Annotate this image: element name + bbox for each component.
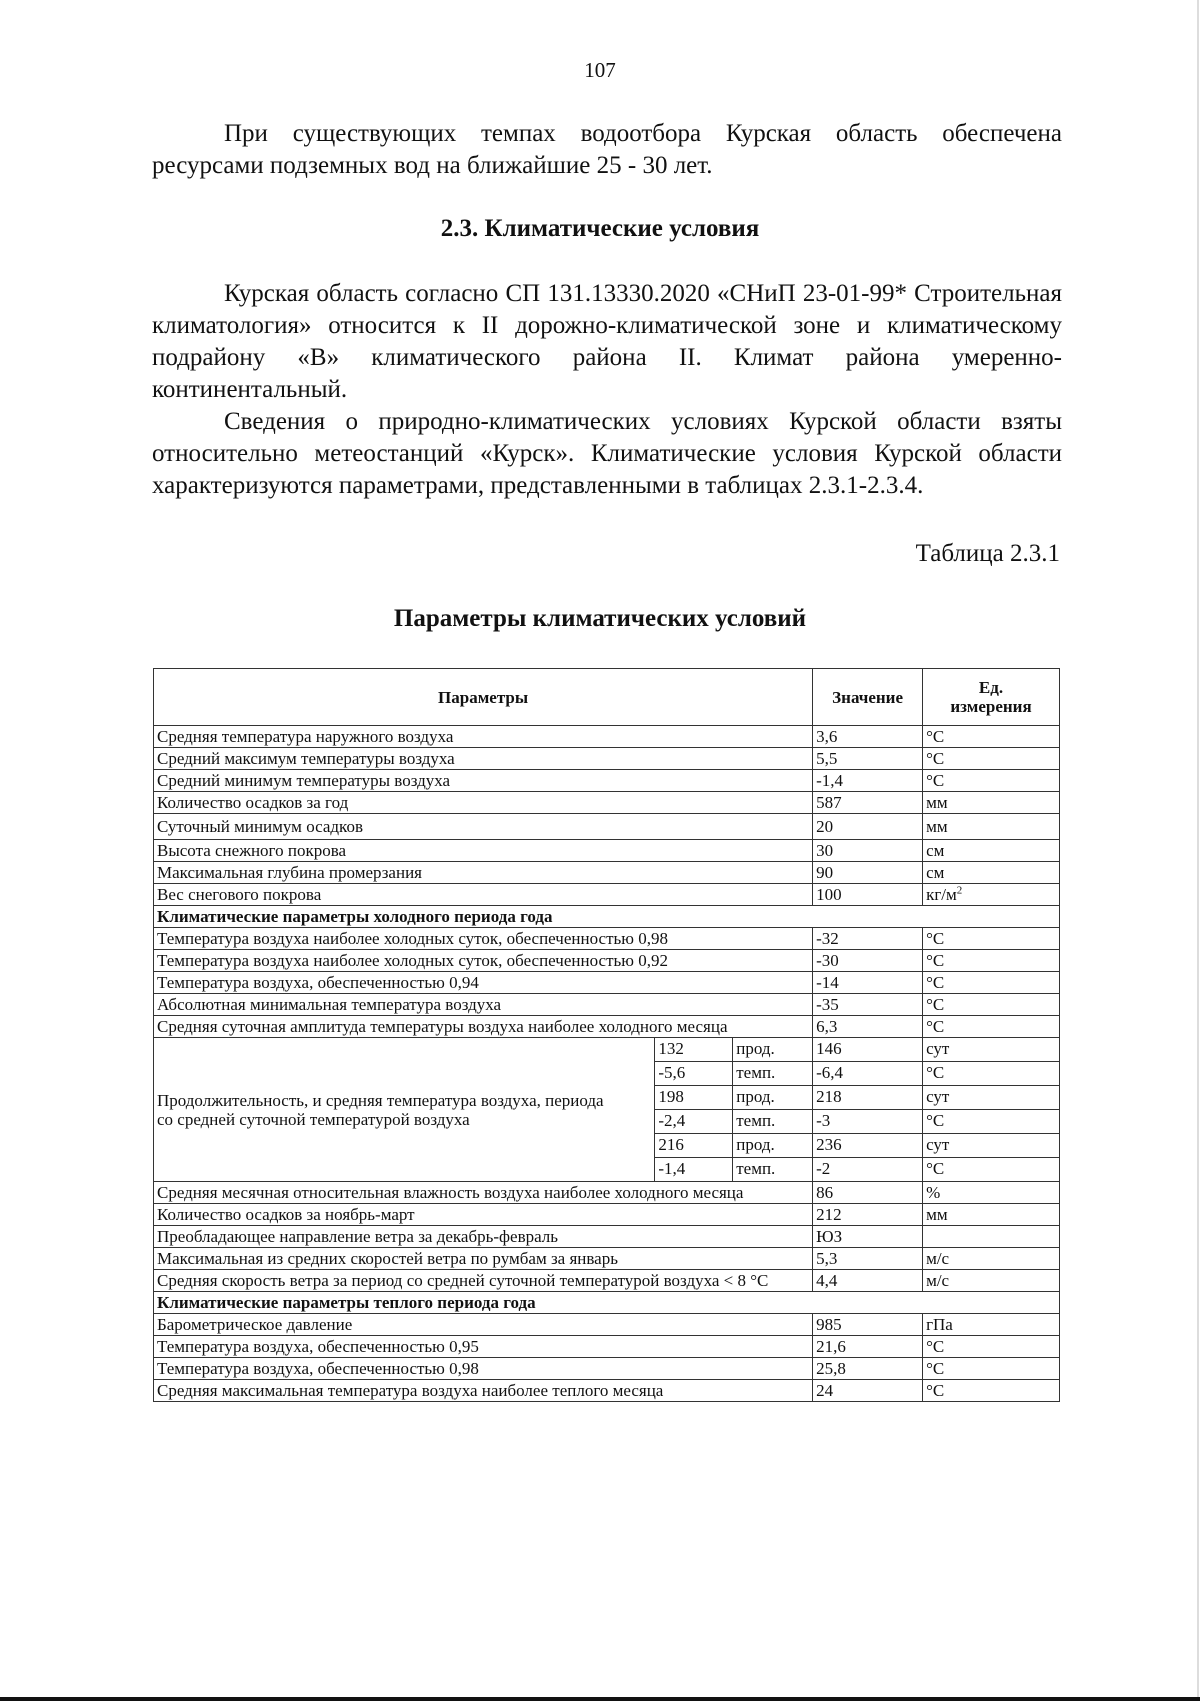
row-param: Средняя максимальная температура воздуха наиболее теплого месяца xyxy=(154,1380,813,1402)
row-value: 212 xyxy=(813,1204,923,1226)
table-row xyxy=(154,1016,1060,1038)
duration-value: -2 xyxy=(813,1158,923,1182)
row-param: Барометрическое давление xyxy=(154,1314,813,1336)
row-unit xyxy=(923,1226,1060,1248)
climate-paragraph-1-text: Курская область согласно СП 131.13330.2020 «СНиП 23-01-99* Строительная климатология» относится к II дорожно-климатической зоне и климатическому подрайону «В» климатического района II. Климат района умеренно-континентальный. xyxy=(152,280,1062,403)
table-row xyxy=(154,792,1060,814)
row-param: Температура воздуха, обеспеченностью 0,95 xyxy=(154,1336,813,1358)
row-param: Максимальная глубина промерзания xyxy=(154,862,813,884)
row-unit: мм xyxy=(923,1204,1060,1226)
row-param: Суточный минимум осадков xyxy=(154,814,813,840)
row-value: 985 xyxy=(813,1314,923,1336)
row-unit: мм xyxy=(923,814,1060,840)
table-row xyxy=(154,1270,1060,1292)
climate-paragraph-2 xyxy=(152,406,1062,502)
duration-unit: сут xyxy=(923,1086,1060,1110)
row-value: ЮЗ xyxy=(813,1226,923,1248)
duration-unit: °С xyxy=(923,1110,1060,1134)
table-row xyxy=(154,840,1060,862)
duration-unit: сут xyxy=(923,1134,1060,1158)
duration-kind: прод. xyxy=(733,1086,813,1110)
row-value: -30 xyxy=(813,950,923,972)
table-row xyxy=(154,950,1060,972)
duration-threshold: -5,6 xyxy=(655,1062,733,1086)
row-value: 20 xyxy=(813,814,923,840)
table-row xyxy=(154,1248,1060,1270)
duration-value: 218 xyxy=(813,1086,923,1110)
climate-parameters-table xyxy=(153,668,1060,1402)
table-row xyxy=(154,726,1060,748)
duration-value: -3 xyxy=(813,1110,923,1134)
scan-bottom-border xyxy=(0,1697,1200,1701)
table-caption: Таблица 2.3.1 xyxy=(915,540,1060,567)
table-row xyxy=(154,1226,1060,1248)
duration-threshold: -2,4 xyxy=(655,1110,733,1134)
row-param: Высота снежного покрова xyxy=(154,840,813,862)
row-param: Преобладающее направление ветра за декабрь-февраль xyxy=(154,1226,813,1248)
row-unit: °С xyxy=(923,1016,1060,1038)
page-number: 107 xyxy=(584,58,616,82)
header-unit-line2: измерения xyxy=(950,697,1032,716)
row-value: -14 xyxy=(813,972,923,994)
duration-threshold: 198 xyxy=(655,1086,733,1110)
row-unit: °С xyxy=(923,726,1060,748)
table-body xyxy=(154,726,1060,1402)
table-row xyxy=(154,884,1060,906)
table-row xyxy=(154,1182,1060,1204)
row-unit: °С xyxy=(923,770,1060,792)
row-unit xyxy=(923,884,1060,906)
table-row xyxy=(154,1380,1060,1402)
table-row xyxy=(154,994,1060,1016)
scan-edge xyxy=(1197,0,1199,1701)
duration-threshold: 216 xyxy=(655,1134,733,1158)
row-value: 4,4 xyxy=(813,1270,923,1292)
table-row xyxy=(154,770,1060,792)
duration-value: 146 xyxy=(813,1038,923,1062)
header-unit xyxy=(923,669,1060,726)
header-value: Значение xyxy=(813,669,923,726)
section-row-cold xyxy=(154,906,1060,928)
row-param: Средний максимум температуры воздуха xyxy=(154,748,813,770)
row-unit: °С xyxy=(923,1358,1060,1380)
row-value: 100 xyxy=(813,884,923,906)
duration-value: 236 xyxy=(813,1134,923,1158)
table-row xyxy=(154,1204,1060,1226)
climate-paragraph-2-text: Сведения о природно-климатических условиях Курской области взяты относительно метеостанций «Курск». Климатические условия Курской области характеризуются параметрами, представленными в таблицах 2.3.1-2.3.4. xyxy=(152,408,1062,499)
row-unit: °С xyxy=(923,972,1060,994)
duration-unit: сут xyxy=(923,1038,1060,1062)
duration-unit: °С xyxy=(923,1158,1060,1182)
row-unit: % xyxy=(923,1182,1060,1204)
table-row xyxy=(154,862,1060,884)
row-param: Количество осадков за год xyxy=(154,792,813,814)
duration-kind: прод. xyxy=(733,1038,813,1062)
row-param: Абсолютная минимальная температура воздуха xyxy=(154,994,813,1016)
duration-param: Продолжительность, и средняя температура воздуха, периода со средней суточной температурой воздуха xyxy=(154,1038,655,1182)
duration-threshold: -1,4 xyxy=(655,1158,733,1182)
row-unit: °С xyxy=(923,950,1060,972)
row-unit: см xyxy=(923,862,1060,884)
row-unit: см xyxy=(923,840,1060,862)
row-value: 30 xyxy=(813,840,923,862)
row-unit: гПа xyxy=(923,1314,1060,1336)
row-value: 90 xyxy=(813,862,923,884)
row-value: 21,6 xyxy=(813,1336,923,1358)
row-value: 587 xyxy=(813,792,923,814)
row-param: Средний минимум температуры воздуха xyxy=(154,770,813,792)
row-value: 86 xyxy=(813,1182,923,1204)
row-param: Средняя месячная относительная влажность воздуха наиболее холодного месяца xyxy=(154,1182,813,1204)
table-row xyxy=(154,1358,1060,1380)
climate-paragraph-1 xyxy=(152,278,1062,406)
duration-unit: °С xyxy=(923,1062,1060,1086)
row-value: 5,5 xyxy=(813,748,923,770)
row-value: -32 xyxy=(813,928,923,950)
row-param: Количество осадков за ноябрь-март xyxy=(154,1204,813,1226)
row-unit-text: кг/м xyxy=(926,885,957,904)
row-unit: м/с xyxy=(923,1248,1060,1270)
row-value: 25,8 xyxy=(813,1358,923,1380)
climate-description xyxy=(152,278,1062,502)
row-value: -1,4 xyxy=(813,770,923,792)
intro-paragraph xyxy=(152,118,1062,182)
section-title-warm: Климатические параметры теплого периода года xyxy=(154,1292,1060,1314)
duration-threshold: 132 xyxy=(655,1038,733,1062)
duration-kind: темп. xyxy=(733,1158,813,1182)
duration-kind: темп. xyxy=(733,1062,813,1086)
table-row xyxy=(154,972,1060,994)
section-row-warm xyxy=(154,1292,1060,1314)
row-param: Средняя температура наружного воздуха xyxy=(154,726,813,748)
header-parameters: Параметры xyxy=(154,669,813,726)
table-row xyxy=(154,1314,1060,1336)
row-unit: °С xyxy=(923,928,1060,950)
row-value: 3,6 xyxy=(813,726,923,748)
row-unit: м/с xyxy=(923,1270,1060,1292)
row-param: Средняя скорость ветра за период со средней суточной температурой воздуха < 8 °С xyxy=(154,1270,813,1292)
row-unit: °С xyxy=(923,748,1060,770)
row-value: -35 xyxy=(813,994,923,1016)
duration-kind: темп. xyxy=(733,1110,813,1134)
table-row xyxy=(154,1336,1060,1358)
section-title-cold: Климатические параметры холодного периода года xyxy=(154,906,1060,928)
table-row xyxy=(154,748,1060,770)
row-unit: мм xyxy=(923,792,1060,814)
row-param: Температура воздуха, обеспеченностью 0,98 xyxy=(154,1358,813,1380)
table-title: Параметры климатических условий xyxy=(393,605,807,632)
row-value: 6,3 xyxy=(813,1016,923,1038)
header-unit-line1: Ед. xyxy=(978,678,1004,697)
row-param: Максимальная из средних скоростей ветра по румбам за январь xyxy=(154,1248,813,1270)
row-unit-superscript: 2 xyxy=(956,884,963,897)
table-row xyxy=(154,814,1060,840)
row-unit: °С xyxy=(923,994,1060,1016)
row-unit: °С xyxy=(923,1336,1060,1358)
duration-value: -6,4 xyxy=(813,1062,923,1086)
intro-paragraph-text: При существующих темпах водоотбора Курская область обеспечена ресурсами подземных вод на ближайшие 25 - 30 лет. xyxy=(152,120,1062,179)
row-param: Вес снегового покрова xyxy=(154,884,813,906)
row-param: Средняя суточная амплитуда температуры воздуха наиболее холодного месяца xyxy=(154,1016,813,1038)
duration-kind: прод. xyxy=(733,1134,813,1158)
section-heading: 2.3. Климатические условия xyxy=(440,215,760,242)
row-param: Температура воздуха наиболее холодных суток, обеспеченностью 0,98 xyxy=(154,928,813,950)
row-param: Температура воздуха, обеспеченностью 0,94 xyxy=(154,972,813,994)
row-param: Температура воздуха наиболее холодных суток, обеспеченностью 0,92 xyxy=(154,950,813,972)
duration-row xyxy=(154,1038,1060,1062)
row-value: 5,3 xyxy=(813,1248,923,1270)
row-unit: °С xyxy=(923,1380,1060,1402)
table-header-row xyxy=(154,669,1060,726)
row-value: 24 xyxy=(813,1380,923,1402)
table-row xyxy=(154,928,1060,950)
